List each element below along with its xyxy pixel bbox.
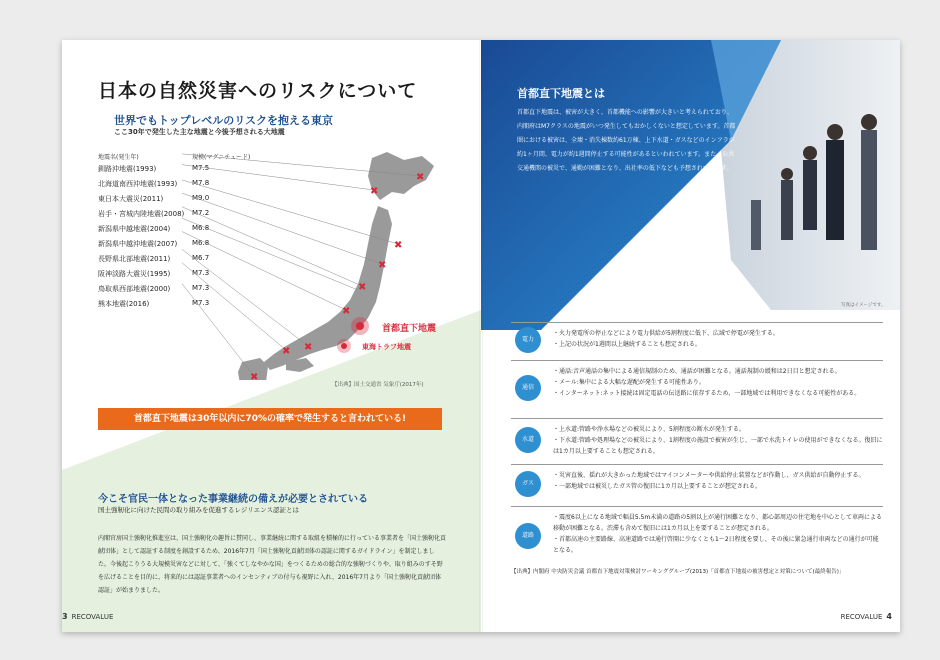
category-divider (511, 322, 883, 323)
earthquake-magnitude: M7.8 (192, 179, 210, 187)
impact-category (511, 464, 883, 504)
earthquake-name: 阪神淡路大震災(1995) (98, 270, 171, 278)
category-icon: 水道 (515, 427, 541, 453)
earthquake-name: 北海道南西沖地震(1993) (98, 180, 178, 188)
earthquake-name: 岩手・宮城内陸地震(2008) (98, 210, 185, 218)
column-header-magnitude: 規模(マグニチュード) (192, 154, 251, 161)
probability-banner: 首都直下地震は30年以内に70%の確率で発生すると言われている! (98, 408, 442, 430)
impact-category (511, 418, 883, 462)
section-subtitle-bcp: 国土強靭化に向けた民間の取り組みを促進するレジリエンス認証とは (98, 506, 300, 514)
category-text (553, 328, 883, 350)
hero-area (481, 40, 900, 330)
category-divider (511, 360, 883, 361)
section-heading: 世界でもトップレベルのリスクを抱える東京 (114, 114, 334, 127)
category-line: ・インターネット:ネット接続は固定電話の伝送路に依存するため、一部地域では利用できなくなる可能性がある。 (553, 390, 861, 397)
earthquake-name: 新潟県中越地震(2004) (98, 225, 171, 233)
folio-left (62, 612, 113, 621)
earthquake-name: 新潟県中越沖地震(2007) (98, 240, 178, 248)
impact-category (511, 322, 883, 358)
brand-right: RECOVALUE (840, 613, 883, 621)
category-icon: 通信 (515, 375, 541, 401)
category-icon: 道路 (515, 523, 541, 549)
category-icon: 電力 (515, 327, 541, 353)
earthquake-magnitude: M7.3 (192, 284, 210, 292)
section-subheading: ここ30年で発生した主な地震と今後予想される大地震 (114, 128, 285, 136)
category-line: ・一部地域では被災したガス管の復旧に1カ月以上要することが想定される。 (553, 483, 761, 490)
category-line: ・メール:集中による大幅な遅配が発生する可能性あり。 (553, 379, 705, 386)
column-header-name: 地震名(発生年) (98, 154, 139, 161)
svg-text:✖: ✖ (342, 306, 351, 317)
category-text (553, 366, 883, 399)
capital-quake-dot (356, 322, 364, 330)
impact-category (511, 360, 883, 416)
body-text-left: 内閣官房国土強靭化推進室は、国土強靭化の趣旨に賛同し、事業継続に関する取組を積極的に行っている事業者を「国土強靭化貢献団体」として認証する制度を創設するため、2016年7月「国土強靭化貢献団体の認証に関するガイドライン」を制定しました。今後起こりうる大規模災害などに対して、「強くてしなやかな国」をつくるための総合的な強靭づくりや、取り組みのすそ野を広げることを目的に、将来的には認証事業者へのインセンティブの付与も視野に入れ、2016年7月より「国土強靭化貢献団体認証」が始まりました。 (98, 535, 447, 594)
map-label-nankai-quake: 東海トラフ地震 (362, 343, 411, 351)
right-intro-text: 首都直下地震は、被害が大きく、首都機能への影響が大きいと考えられており、内閣府はM7クラスの地震がいつ発生してもおかしくないと想定しています。首都圏における被害は、全壊・消失棟数約61万棟、上下水道・ガスなどのインフラが約1ヶ月間、電力が約1週間停止する可能性があるといわれています。また、公共交通機関の被災で、通勤が困難となり、出社率の低下なども予想されています。 (517, 109, 736, 172)
section-title-bcp: 今こそ官民一体となった事業継続の備えが必要とされている (98, 494, 368, 505)
gutter-shadow (479, 40, 483, 632)
svg-text:✖: ✖ (358, 282, 367, 293)
svg-text:✖: ✖ (370, 186, 379, 197)
earthquake-magnitude: M9.0 (192, 194, 210, 202)
category-divider (511, 506, 883, 507)
nankai-quake-dot (341, 343, 347, 349)
category-text (553, 470, 883, 492)
category-line: ・上記の状況が1週間以上継続することも想定される。 (553, 341, 701, 348)
svg-text:✖: ✖ (250, 372, 259, 380)
category-line: ・首都高速の主要路線、高速道路では通行啓開に少なくとも1〜2日程度を要し、その後に緊急通行車両などの通行が可能となる。 (553, 536, 879, 554)
svg-text:✖: ✖ (394, 240, 403, 251)
category-line: ・震度6以上になる地域で幅員5.5m未満の道路の5割以上が通行困難となり、都心部周辺の住宅地を中心として車両による移動が困難となる。渋滞も含めて復旧には1カ月以上を要することが想定される。 (553, 514, 883, 532)
category-divider (511, 464, 883, 465)
category-text (553, 512, 883, 556)
svg-text:✖: ✖ (416, 172, 425, 183)
photo-caption: 写真はイメージです。 (841, 303, 886, 308)
page-number-right: 4 (886, 612, 892, 621)
right-title: 首都直下地震とは (517, 87, 605, 100)
earthquake-magnitude: M7.2 (192, 209, 210, 217)
earthquake-magnitude: M6.7 (192, 254, 210, 262)
map-source: 【出典】国土交通省 気象庁(2017年) (332, 382, 424, 388)
earthquake-magnitude: M7.5 (192, 164, 210, 172)
earthquake-name: 長野県北部地震(2011) (98, 255, 171, 263)
earthquake-name: 釧路沖地震(1993) (98, 165, 157, 173)
earthquake-magnitude: M7.3 (192, 269, 210, 277)
earthquake-magnitude: M7.3 (192, 299, 210, 307)
category-text (553, 424, 883, 457)
svg-text:✖: ✖ (304, 342, 313, 353)
page-number-left: 3 (62, 612, 68, 621)
category-line: ・上水道:管路や浄水場などの被災により、5割程度の断水が発生する。 (553, 426, 745, 433)
right-page (481, 40, 900, 632)
brochure-spread (62, 40, 900, 632)
earthquake-name: 熊本地震(2016) (98, 300, 150, 308)
brand-left: RECOVALUE (71, 613, 114, 621)
earthquake-name: 東日本大震災(2011) (98, 195, 164, 203)
folio-right (841, 612, 892, 621)
map-label-capital-quake: 首都直下地震 (382, 324, 437, 334)
svg-text:✖: ✖ (378, 260, 387, 271)
page-title: 日本の自然災害へのリスクについて (98, 80, 418, 102)
category-divider (511, 418, 883, 419)
category-line: ・下水道:管路や処理場などの被災により、1割程度の施設で被害が生じ、一部で水洗トイレの使用ができなくなる。復旧には1カ月以上要することも想定される。 (553, 437, 883, 455)
category-line: ・通話:音声通話の集中による通信規制のため、通話が困難となる。通話規制の緩和は2日目と想定される。 (553, 368, 841, 375)
left-page (62, 40, 481, 632)
impact-category (511, 506, 883, 566)
earthquake-magnitude: M6.8 (192, 224, 210, 232)
earthquake-name: 鳥取県西部地震(2000) (98, 285, 171, 293)
svg-text:✖: ✖ (282, 346, 291, 357)
category-icon: ガス (515, 471, 541, 497)
source-right: 【出典】内閣府 中央防災会議 首都直下地震対策検討ワーキンググループ(2013)「首都直下地震の被害想定と対策について(最終報告)」 (511, 569, 845, 575)
category-line: ・災害直後、揺れが大きかった地域ではマイコンメーターや供給停止装置などが作動し、ガス供給が自動停止する。 (553, 472, 865, 479)
category-line: ・火力発電所の停止などにより電力供給が5割程度に低下、広域で停電が発生する。 (553, 330, 779, 337)
earthquake-magnitude: M6.8 (192, 239, 210, 247)
